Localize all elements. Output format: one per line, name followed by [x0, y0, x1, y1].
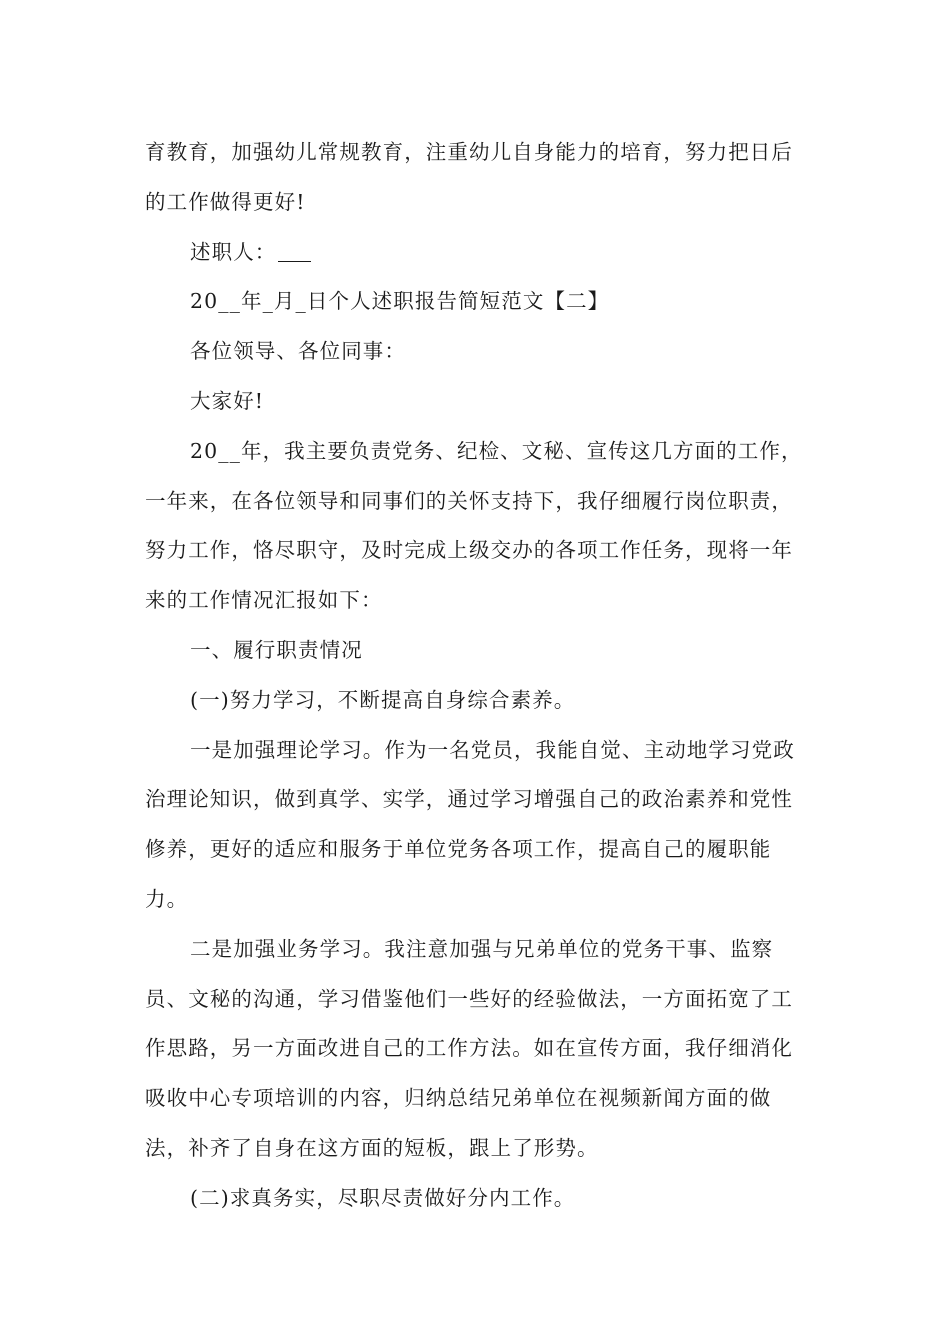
document-page [145, 128, 810, 1224]
paragraph-intro: 20__年，我主要负责党务、纪检、文秘、宣传这几方面的工作，一年来，在各位领导和同事们的关怀支持下，我仔细履行岗位职责，努力工作，恪尽职守，及时完成上级交办的各项工作任务，现将一年来的工作情况汇报如下： [145, 438, 803, 613]
heading-duties: 一、履行职责情况 [190, 637, 363, 662]
signature-label: 述职人： [190, 239, 277, 264]
signature-blank-line [278, 239, 311, 262]
paragraph-theory-study: 一是加强理论学习。作为一名党员，我能自觉、主动地学习党政治理论知识，做到真学、实学，通过学习增强自己的政治素养和党性修养，更好的适应和服务于单位党务各项工作，提高自己的履职能力。 [145, 737, 795, 911]
greeting: 大家好! [190, 388, 265, 413]
paragraph-business-study: 二是加强业务学习。我注意加强与兄弟单位的党务干事、监察员、文秘的沟通，学习借鉴他们一些好的经验做法，一方面拓宽了工作思路，另一方面改进自己的工作方法。如在宣传方面，我仔细消化吸收中心专项培训的内容，归纳总结兄弟单位在视频新闻方面的做法，补齐了自身在这方面的短板，跟上了形势。 [145, 936, 793, 1160]
paragraph-signature [145, 228, 810, 278]
subheading-study: (一)努力学习，不断提高自身综合素养。 [190, 687, 576, 712]
salutation: 各位领导、各位同事： [190, 339, 406, 364]
paragraph-continuation: 育教育，加强幼儿常规教育，注重幼儿自身能力的培育，努力把日后的工作做得更好! [145, 140, 793, 214]
subheading-work: (二)求真务实，尽职尽责做好分内工作。 [190, 1185, 576, 1210]
section-title: 20__年_月_日个人述职报告简短范文【二】 [190, 289, 610, 314]
